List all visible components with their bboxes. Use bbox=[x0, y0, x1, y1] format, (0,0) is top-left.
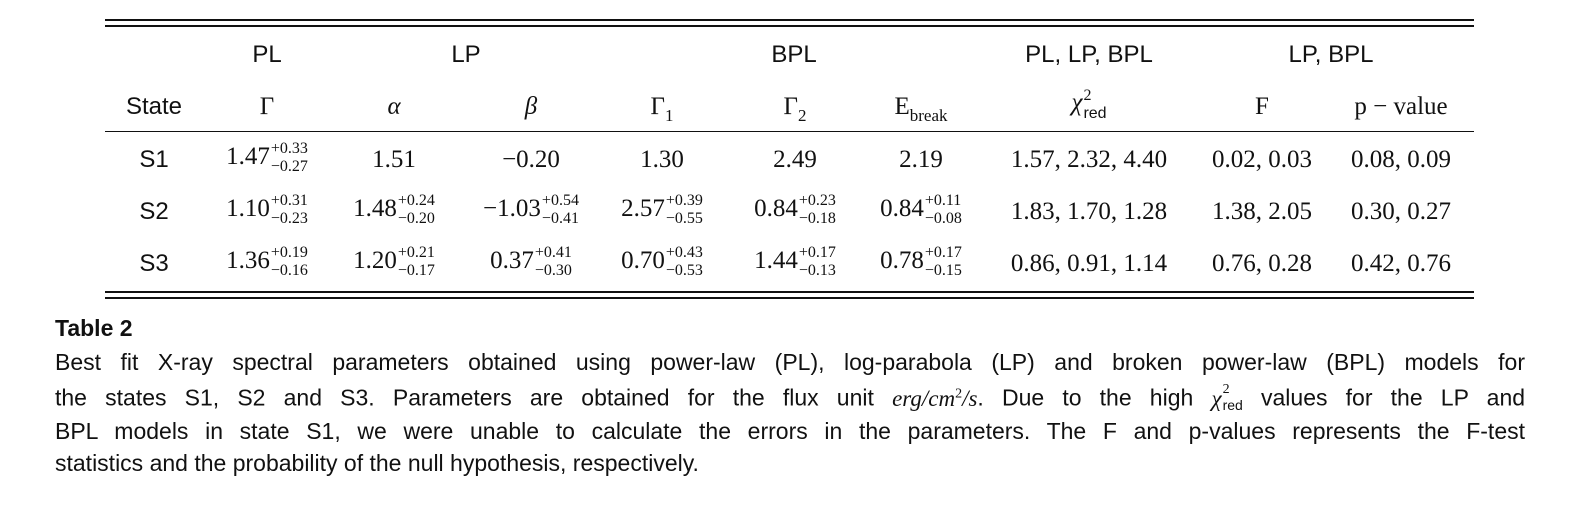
cell-beta: −1.03 +0.54 −0.41 bbox=[483, 192, 579, 227]
cell-gamma2: 2.49 bbox=[773, 146, 817, 173]
group-header-lp: LP bbox=[451, 41, 481, 68]
col-header-gamma1: $\Gamma_1$ bbox=[650, 93, 674, 125]
group-header-pl-lp-bpl: PL, LP, BPL bbox=[1025, 41, 1153, 68]
col-header-gamma: Γ bbox=[259, 93, 275, 120]
caption-line-2: the states S1, S2 and S3. Parameters are obtained for the flux unit erg/$cm^2/s$. Due to the high χ 2 red values for the LP and bbox=[55, 381, 1526, 413]
col-header-state: State bbox=[125, 93, 183, 120]
cell-ebreak: 0.78 +0.17 −0.15 bbox=[880, 244, 962, 279]
cell-beta: 0.37 +0.41 −0.30 bbox=[490, 244, 572, 279]
flux-unit: erg/$cm^2/s$ bbox=[892, 385, 978, 411]
cell-gamma2: 0.84 +0.23 −0.18 bbox=[754, 192, 836, 227]
caption-line-1: Best fit X-ray spectral parameters obtained using power-law (PL), log-parabola (LP) and broken power-law (BPL) models for bbox=[55, 349, 1525, 375]
cell-chi: 1.83, 1.70, 1.28 bbox=[1010, 198, 1168, 225]
cell-gamma1: 2.57 +0.39 −0.55 bbox=[621, 192, 703, 227]
col-header-p-value: p − value bbox=[1354, 93, 1448, 120]
col-header-ebreak: $E_{break}$ bbox=[894, 93, 948, 125]
cell-gamma2: 1.44 +0.17 −0.13 bbox=[754, 244, 836, 279]
col-header-chi-red: χ 2 red bbox=[1071, 87, 1107, 122]
header-rule bbox=[105, 131, 1474, 132]
row-state-label: S3 bbox=[139, 250, 169, 277]
cell-gamma1: 1.30 bbox=[640, 146, 684, 173]
top-rule-2 bbox=[105, 25, 1474, 27]
col-header-gamma2: $\Gamma_2$ bbox=[783, 93, 807, 125]
caption-body bbox=[55, 346, 1525, 479]
cell-ebreak: 2.19 bbox=[899, 146, 943, 173]
col-header-alpha: α bbox=[387, 93, 401, 120]
cell-chi: 1.57, 2.32, 4.40 bbox=[1010, 146, 1168, 173]
row-state-label: S1 bbox=[139, 146, 169, 173]
group-header-lp-bpl: LP, BPL bbox=[1288, 41, 1374, 68]
cell-gamma1: 0.70 +0.43 −0.53 bbox=[621, 244, 703, 279]
row-state-label: S2 bbox=[139, 198, 169, 225]
cell-gamma: 1.36 +0.19 −0.16 bbox=[226, 244, 308, 279]
top-rule-1 bbox=[105, 19, 1474, 21]
cell-alpha: 1.51 bbox=[372, 146, 416, 173]
bottom-rule-1 bbox=[105, 291, 1474, 293]
chi-red-symbol: χ 2 red bbox=[1211, 381, 1243, 413]
col-header-f: F bbox=[1255, 93, 1269, 120]
cell-alpha: 1.20 +0.21 −0.17 bbox=[353, 244, 435, 279]
caption-line-4: statistics and the probability of the null hypothesis, respectively. bbox=[55, 449, 699, 476]
cell-p: 0.30, 0.27 bbox=[1351, 198, 1451, 225]
bottom-rule-2 bbox=[105, 297, 1474, 299]
cell-chi: 0.86, 0.91, 1.14 bbox=[1010, 250, 1168, 277]
cell-alpha: 1.48 +0.24 −0.20 bbox=[353, 192, 435, 227]
cell-f: 1.38, 2.05 bbox=[1212, 198, 1312, 225]
cell-ebreak: 0.84 +0.11 −0.08 bbox=[880, 192, 962, 227]
cell-f: 0.02, 0.03 bbox=[1212, 146, 1312, 173]
cell-p: 0.08, 0.09 bbox=[1351, 146, 1451, 173]
group-header-bpl: BPL bbox=[771, 41, 817, 68]
group-header-pl: PL bbox=[252, 41, 282, 68]
cell-beta: −0.20 bbox=[502, 146, 560, 173]
cell-gamma: 1.47 +0.33 −0.27 bbox=[226, 140, 308, 175]
cell-p: 0.42, 0.76 bbox=[1351, 250, 1451, 277]
caption-title: Table 2 bbox=[55, 315, 133, 341]
cell-f: 0.76, 0.28 bbox=[1212, 250, 1312, 277]
caption-line-3: BPL models in state S1, we were unable to calculate the errors in the parameters. The F and p-values represents the F-test bbox=[55, 417, 1525, 444]
cell-gamma: 1.10 +0.31 −0.23 bbox=[226, 192, 308, 227]
col-header-beta: β bbox=[524, 93, 538, 120]
